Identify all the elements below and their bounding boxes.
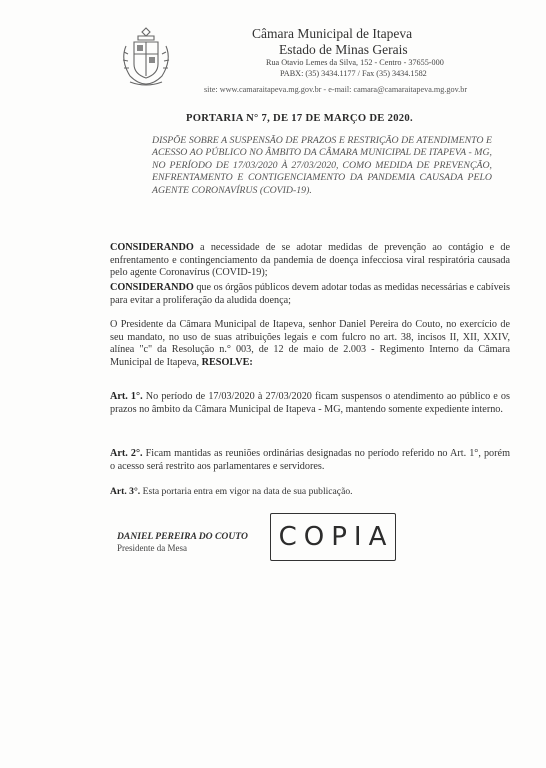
preamble-resolve: RESOLVE: <box>201 356 253 368</box>
article-3-text: Esta portaria entra em vigor na data de sua publicação. <box>140 486 353 497</box>
considerando-1 <box>110 242 510 280</box>
document-subject: DISPÕE SOBRE A SUSPENSÃO DE PRAZOS E RESTRIÇÃO DE ATENDIMENTO E ACESSO AO PÚBLICO NO ÂMBITO DA CÂMARA MUNICIPAL DE ITAPEVA - MG, NO PERÍODO DE 17/03/2020 À 27/03/2020, COMO MEDIDA DE PREVENÇÃO, ENFRENTAMENTO E CONTIGENCIAMENTO DA PANDEMIA CAUSADA PELO AGENTE CORONAVÍRUS (COVID-19). <box>152 135 492 196</box>
article-1-text: No período de 17/03/2020 à 27/03/2020 ficam suspensos o atendimento ao público e os prazos no âmbito da Câmara Municipal de Itapeva - MG, mantendo somente expediente interno. <box>110 391 510 415</box>
article-2-label: Art. 2°. <box>110 448 143 459</box>
article-3 <box>110 486 510 499</box>
org-address: Rua Otavio Lemes da Silva, 152 - Centro - 37655-000 <box>266 58 444 67</box>
considerando-2 <box>110 282 510 307</box>
preamble <box>110 319 510 369</box>
org-name: Câmara Municipal de Itapeva <box>252 26 413 41</box>
article-1-label: Art. 1°. <box>110 391 143 402</box>
article-3-label: Art. 3°. <box>110 486 141 497</box>
municipal-crest-icon <box>116 24 176 88</box>
org-site-email: site: www.camaraitapeva.mg.gov.br - e-mail: camara@camaraitapeva.mg.gov.br <box>204 85 468 94</box>
org-state: Estado de Minas Gerais <box>279 42 408 57</box>
considerando-2-label: CONSIDERANDO <box>110 282 194 293</box>
signatory-name: DANIEL PEREIRA DO COUTO <box>117 531 248 542</box>
considerando-1-text: a necessidade de se adotar medidas de prevenção ao contágio e de enfrentamento e contingenciamento da pandemia de doença infecciosa viral respiratória causada pelo agente Coronavírus (COVID-19); <box>110 242 510 279</box>
signatory-role: Presidente da Mesa <box>117 543 187 553</box>
org-phone: PABX: (35) 3434.1177 / Fax (35) 3434.1582 <box>280 69 427 78</box>
considerando-1-label: CONSIDERANDO <box>110 242 194 253</box>
copia-stamp: COPIA <box>270 513 396 561</box>
article-2 <box>110 448 510 473</box>
article-1 <box>110 391 510 416</box>
letterhead <box>252 26 522 58</box>
article-2-text: Ficam mantidas as reuniões ordinárias designadas no período referido no Art. 1°, porém o acesso será restrito aos parlamentares e servidores. <box>110 448 510 472</box>
document-title: PORTARIA N° 7, DE 17 DE MARÇO DE 2020. <box>186 113 413 124</box>
considerando-2-text: que os órgãos públicos devem adotar todas as medidas necessárias e cabíveis para evitar a proliferação da aludida doença; <box>110 282 510 306</box>
preamble-text: O Presidente da Câmara Municipal de Itapeva, senhor Daniel Pereira do Couto, no exercício de seu mandato, no uso de suas atribuições legais e com fulcro no art. 38, incisos II, XII, XXIV, alínea "c" da Resolução n.° 003, de 12 de maio de 2.003 - Regimento Interno da Câmara Municipal de Itapeva, <box>110 319 510 368</box>
